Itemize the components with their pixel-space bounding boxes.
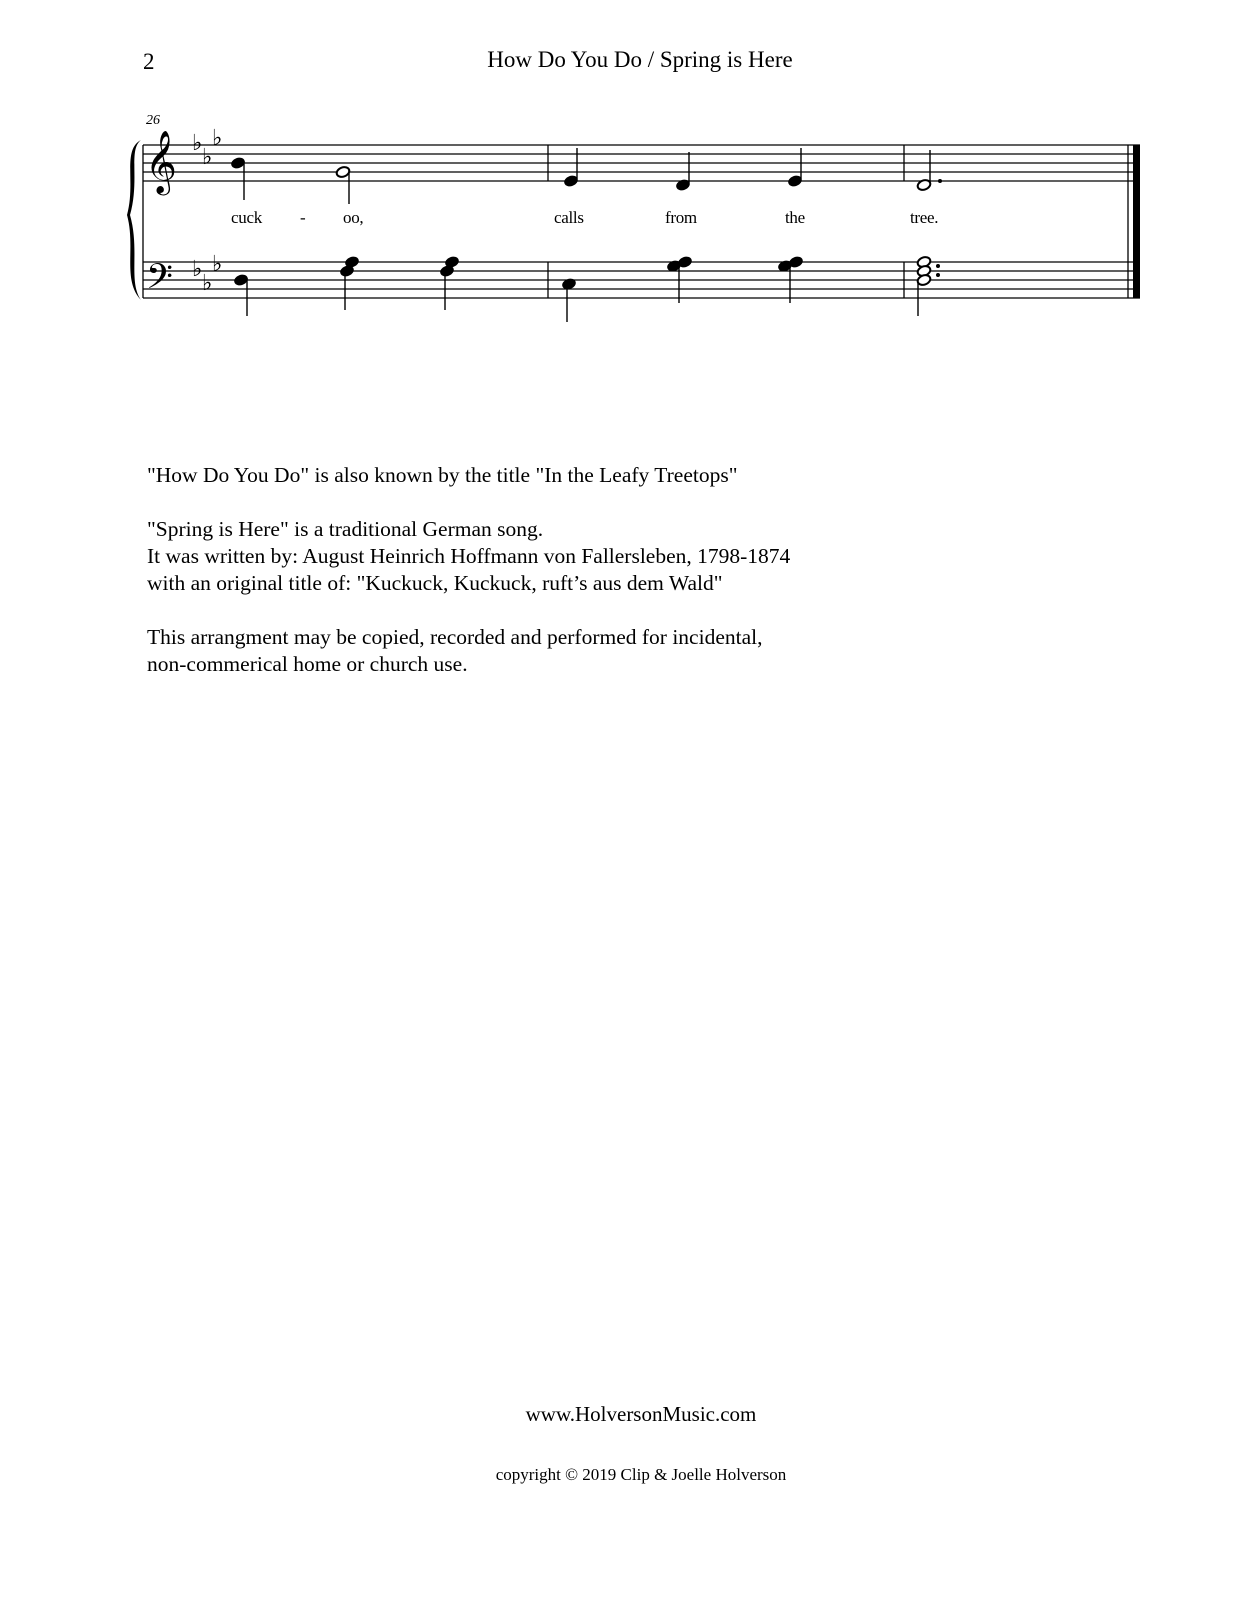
note-line: with an original title of: "Kuckuck, Kuckuck, ruft’s aus dem Wald" xyxy=(147,571,723,595)
lyric-syllable: from xyxy=(665,208,697,227)
bass-clef-icon: 𝄢 xyxy=(146,256,174,305)
svg-text:♭: ♭ xyxy=(212,252,223,277)
note-line: It was written by: August Heinrich Hoffmann von Fallersleben, 1798-1874 xyxy=(147,544,791,568)
note-line: This arrangment may be copied, recorded and performed for incidental, xyxy=(147,625,763,649)
svg-text:♭: ♭ xyxy=(212,126,223,151)
grand-staff-brace xyxy=(127,140,141,300)
final-barline xyxy=(1133,145,1140,298)
dot xyxy=(938,179,942,183)
svg-text:♭: ♭ xyxy=(202,271,213,296)
treble-clef-icon: 𝄞 xyxy=(145,130,177,193)
running-title: How Do You Do / Spring is Here xyxy=(487,47,793,72)
svg-text:♭: ♭ xyxy=(192,257,203,282)
dot xyxy=(936,264,940,268)
lyric-hyphen: - xyxy=(300,208,306,227)
lyric-syllable: cuck xyxy=(231,208,262,227)
music-score xyxy=(0,0,1236,340)
lyric-syllable: calls xyxy=(554,208,584,227)
note-line: "Spring is Here" is a traditional German song. xyxy=(147,517,544,541)
lyric-syllable: tree. xyxy=(910,208,939,227)
measure-number: 26 xyxy=(146,113,160,128)
svg-text:♭: ♭ xyxy=(192,131,203,156)
svg-text:♭: ♭ xyxy=(202,145,213,170)
page-number: 2 xyxy=(143,49,155,74)
lyric-syllable: the xyxy=(785,208,805,227)
song-notes xyxy=(147,462,790,678)
note-line: "How Do You Do" is also known by the title "In the Leafy Treetops" xyxy=(147,463,738,487)
barlines xyxy=(143,145,1128,298)
note-line: non-commerical home or church use. xyxy=(147,652,468,676)
copyright-notice: copyright © 2019 Clip & Joelle Holverson xyxy=(495,1465,787,1484)
bass-staff xyxy=(143,262,1140,298)
treble-notes xyxy=(230,148,942,204)
lyric-syllable: oo, xyxy=(343,208,364,227)
website-link[interactable]: www.HolversonMusic.com xyxy=(525,1402,757,1426)
dot xyxy=(936,273,940,277)
treble-staff xyxy=(143,145,1140,181)
